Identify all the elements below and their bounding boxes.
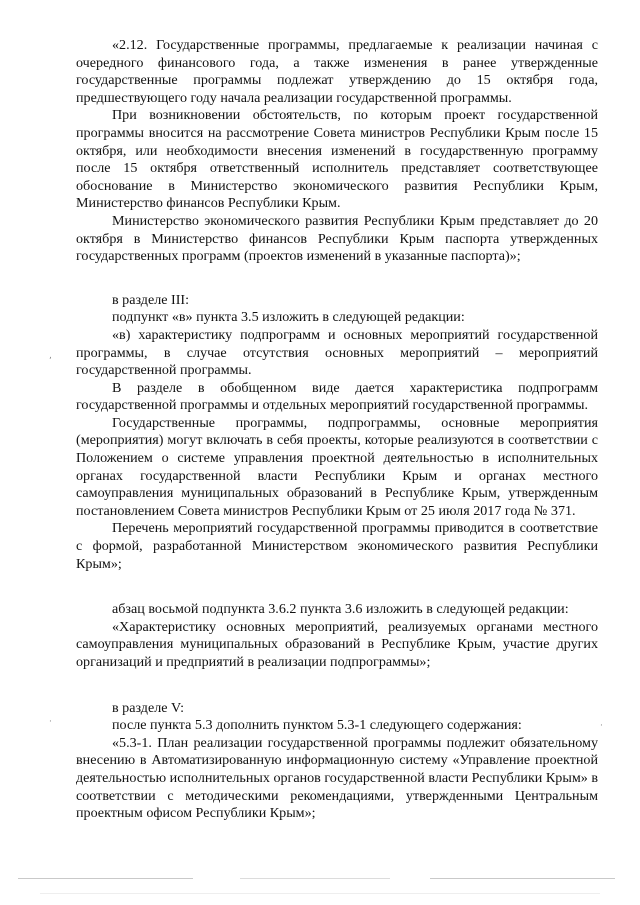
document-body xyxy=(76,37,598,823)
paragraph-list-of-measures: Перечень мероприятий государственной программы приводится в соответствие с формой, разработанной Министерством экономического развития Республики Крым»; xyxy=(76,520,598,572)
scan-speck-left: , xyxy=(49,351,52,361)
paragraph-circumstances: При возникновении обстоятельств, по которым проект государственной программы вносится на рассмотрение Совета министров Республики Крым после 15 октября, или необходимости внесения изменений в государственную программу после 15 октября ответственный исполнитель представляет соответствующее обоснование в Министерство экономического развития Республики Крым, Министерство финансов Республики Крым. xyxy=(76,107,598,212)
scan-edge-line xyxy=(18,878,193,879)
scan-edge-line xyxy=(240,878,390,879)
paragraph-section-v: в разделе V: xyxy=(112,699,185,716)
scan-edge-line xyxy=(40,893,600,894)
paragraph-local-measures: «Характеристику основных мероприятий, реализуемых органами местного самоуправления муниципальных образований в Республике Крым, участие других организаций и предприятий в реализации подпрограммы»; xyxy=(76,618,598,670)
paragraph-ministry-submission: Министерство экономического развития Республики Крым представляет до 20 октября в Министерство финансов Республики Крым паспорта утвержденных государственных программ (проектов изменений в указанные паспорта)»; xyxy=(76,212,598,265)
scan-edge-line xyxy=(430,878,615,879)
scan-speck-left: · xyxy=(49,717,52,727)
paragraph-5-3-1-intro: после пункта 5.3 дополнить пунктом 5.3-1 следующего содержания: xyxy=(112,717,522,734)
paragraph-subclause-v: «в) характеристику подпрограмм и основных мероприятий государственной программы, в случае отсутствия основных мероприятий – мероприятий государственной программы. xyxy=(76,326,598,379)
paragraph-projects: Государственные программы, подпрограммы, основные мероприятия (мероприятия) могут включать в себя проекты, которые реализуются в соответствии с Положением о системе управления проектной деятельностью в исполнительных органах государственной власти Республики Крым и органах местного самоуправления муниципальных образований в Республике Крым, утвержденным постановлением Совета министров Республики Крым от 25 июля 2017 года № 371. xyxy=(76,414,598,519)
scan-speck-right: · xyxy=(600,721,603,731)
paragraph-5-3-1: «5.3-1. План реализации государственной программы подлежит обязательному внесению в Автоматизированную информационную систему «Управление проектной деятельностью исполнительных органов государственной власти Республики Крым» в соответствии с методическими рекомендациями, утвержденными Центральным проектным офисом Республики Крым»; xyxy=(76,734,598,822)
paragraph-2-12: «2.12. Государственные программы, предлагаемые к реализации начиная с очередного финансового года, а также изменения в ранее утвержденные государственные программы подлежат утверждению до 15 октября года, предшествующего году начала реализации государственной программы. xyxy=(76,37,598,106)
paragraph-3-6-2: абзац восьмой подпункта 3.6.2 пункта 3.6 изложить в следующей редакции: xyxy=(112,601,569,618)
paragraph-section-iii: в разделе III: xyxy=(112,291,190,308)
paragraph-section-characteristic: В разделе в обобщенном виде дается характеристика подпрограмм государственной программы и отдельных мероприятий государственной программы. xyxy=(76,379,598,414)
paragraph-subclause-v-intro: подпункт «в» пункта 3.5 изложить в следующей редакции: xyxy=(112,309,465,326)
